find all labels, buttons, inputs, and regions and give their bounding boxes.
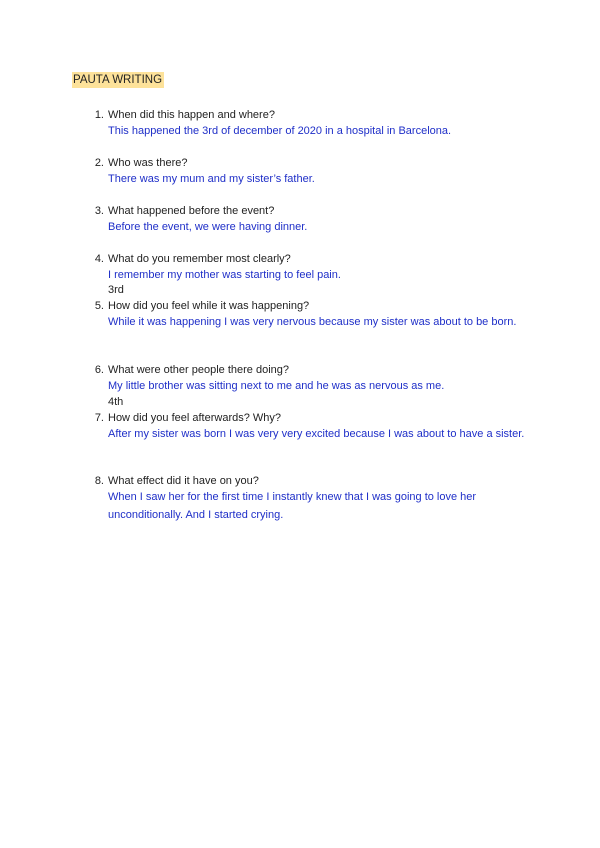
document-title: PAUTA WRITING	[73, 74, 163, 86]
question-text: What do you remember most clearly?	[108, 253, 291, 265]
answer-text: While it was happening I was very nervous because my sister was about to be born.	[108, 316, 517, 328]
question-text: What effect did it have on you?	[108, 475, 259, 487]
question-text: How did you feel afterwards? Why?	[108, 412, 282, 424]
question-text: What happened before the event?	[108, 205, 275, 217]
item-number: 5.	[94, 300, 104, 312]
answer-text: I remember my mother was starting to feel pain.	[108, 269, 341, 281]
item-number: 3.	[94, 205, 104, 217]
answer-text: This happened the 3rd of december of 2020 in a hospital in Barcelona.	[108, 125, 452, 137]
answer-text: When I saw her for the first time I instantly knew that I was going to love her unconditionally. And I started crying.	[108, 491, 477, 521]
question-text: When did this happen and where?	[108, 109, 275, 121]
item-number: 6.	[94, 364, 104, 376]
item-number: 8.	[94, 475, 104, 487]
question-text: What were other people there doing?	[108, 364, 290, 376]
item-number: 4.	[94, 253, 104, 265]
item-number: 2.	[94, 157, 104, 169]
answer-text: After my sister was born I was very very excited because I was about to have a sister.	[108, 428, 525, 440]
answer-text: Before the event, we were having dinner.	[108, 221, 308, 233]
answer-text: There was my mum and my sister’s father.	[108, 173, 315, 185]
question-text: How did you feel while it was happening?	[108, 300, 310, 312]
item-number: 1.	[94, 109, 104, 121]
question-text: Who was there?	[108, 157, 188, 169]
item-number: 7.	[94, 412, 104, 424]
margin-note-4th: 4th	[108, 396, 124, 408]
margin-note-3rd: 3rd	[108, 284, 124, 296]
answer-text: My little brother was sitting next to me and he was as nervous as me.	[108, 380, 445, 392]
